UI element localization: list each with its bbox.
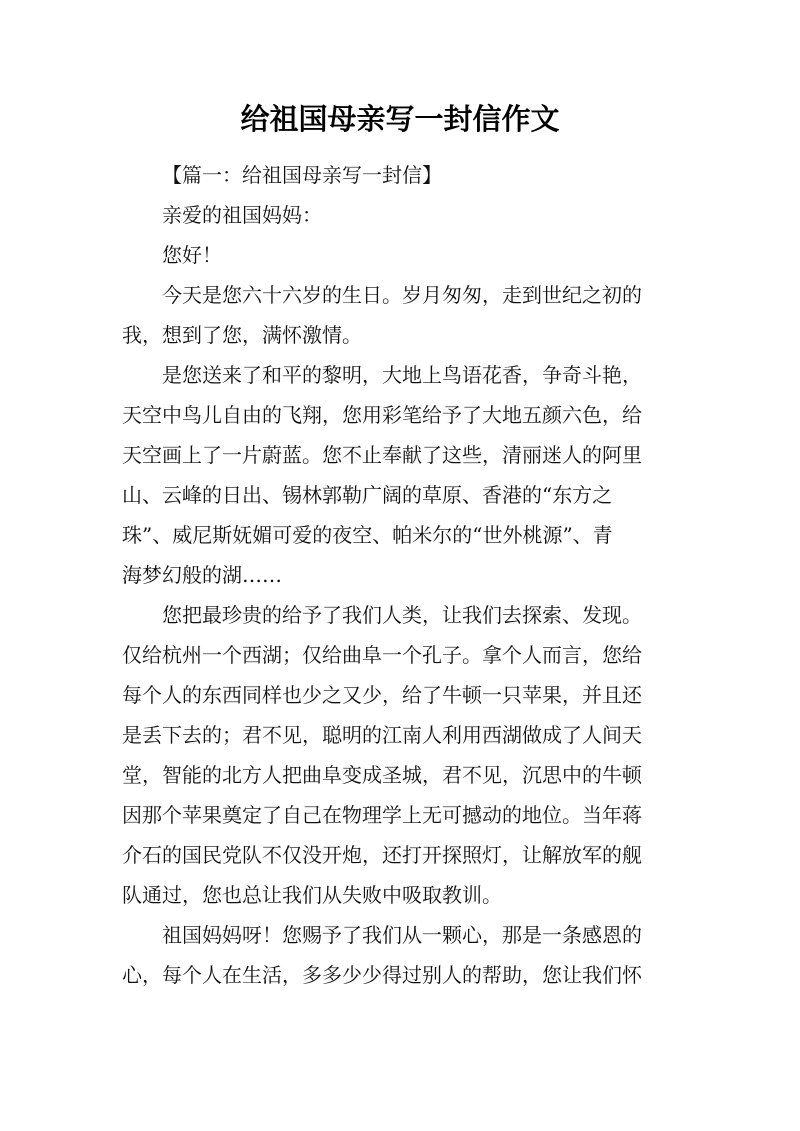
text-line: 祖国妈妈呀！您赐予了我们从一颗心，那是一条感恩的 [162, 923, 642, 947]
text-line: 因那个苹果奠定了自己在物理学上无可撼动的地位。当年蒋 [122, 803, 642, 827]
greeting: 您好！ [162, 243, 222, 267]
document-title: 给祖国母亲写一封信作文 [240, 102, 560, 136]
text-line: 今天是您六十六岁的生日。岁月匆匆，走到世纪之初的 [162, 283, 642, 307]
document-body [122, 155, 682, 995]
text-line: 珠”、威尼斯妩媚可爱的夜空、帕米尔的“世外桃源”、青 [122, 523, 613, 547]
text-line: 天空中鸟儿自由的飞翔，您用彩笔给予了大地五颜六色，给 [122, 403, 642, 427]
text-line: 我，想到了您，满怀激情。 [122, 323, 362, 347]
text-line: 山、云峰的日出、锡林郭勒广阔的草原、香港的“东方之 [122, 483, 613, 507]
text-line: 介石的国民党队不仅没开炮，还打开探照灯，让解放军的舰 [122, 843, 642, 867]
text-line: 是您送来了和平的黎明，大地上鸟语花香，争奇斗艳， [162, 363, 642, 387]
salutation: 亲爱的祖国妈妈： [162, 203, 322, 227]
text-line: 队通过，您也总让我们从失败中吸取教训。 [122, 883, 502, 907]
text-line: 海梦幻般的湖…… [122, 563, 282, 587]
paragraph-3 [122, 595, 682, 915]
text-line: 心，每个人在生活，多多少少得过别人的帮助，您让我们怀 [122, 963, 642, 987]
section-heading: 【篇一：给祖国母亲写一封信】 [162, 163, 442, 187]
paragraph-4 [122, 915, 682, 995]
text-line: 堂，智能的北方人把曲阜变成圣城，君不见，沉思中的牛顿 [122, 763, 642, 787]
text-line: 仅给杭州一个西湖；仅给曲阜一个孔子。拿个人而言，您给 [122, 643, 642, 667]
paragraph-1 [122, 275, 682, 355]
text-line: 是丢下去的；君不见，聪明的江南人利用西湖做成了人间天 [122, 723, 642, 747]
text-line: 您把最珍贵的给予了我们人类，让我们去探索、发现。 [162, 603, 642, 627]
text-line: 天空画上了一片蔚蓝。您不止奉献了这些，清丽迷人的阿里 [122, 443, 642, 467]
paragraph-2 [122, 355, 682, 595]
text-line: 每个人的东西同样也少之又少，给了牛顿一只苹果，并且还 [122, 683, 642, 707]
